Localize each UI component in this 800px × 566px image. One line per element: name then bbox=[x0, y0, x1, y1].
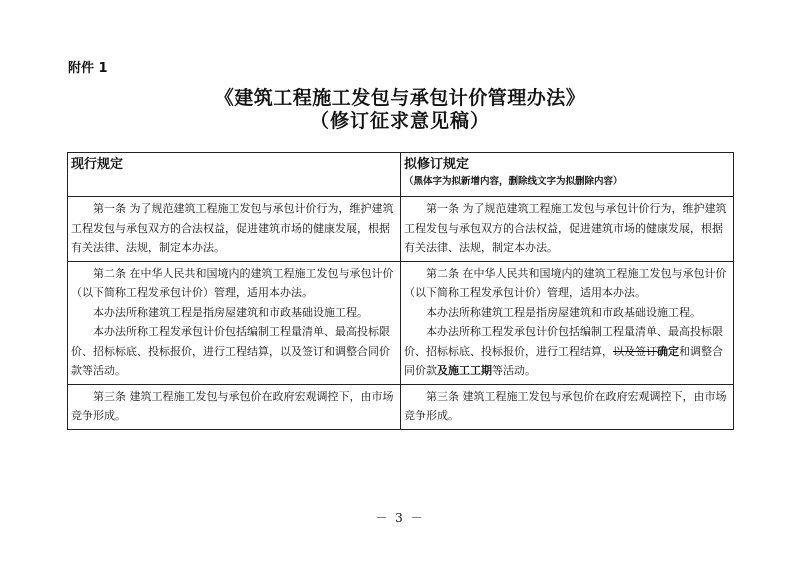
document-subtitle: （修订征求意见稿） bbox=[309, 110, 490, 132]
header-current-rules-label: 现行规定 bbox=[71, 157, 124, 172]
table-row bbox=[68, 197, 734, 262]
proposed-article-1 bbox=[401, 197, 734, 262]
table-row bbox=[68, 384, 734, 429]
paragraph: 第三条 建筑工程施工发包与承包价在政府宏观调控下，由市场竞争形成。 bbox=[71, 389, 394, 422]
paragraph: 第三条 建筑工程施工发包与承包价在政府宏观调控下，由市场竞争形成。 bbox=[404, 389, 727, 422]
document-title: 《建筑工程施工发包与承包计价管理办法》 bbox=[214, 87, 586, 109]
paragraph-with-edits bbox=[404, 322, 730, 381]
table-row bbox=[68, 261, 734, 384]
current-article-3 bbox=[68, 384, 401, 429]
proposed-article-3 bbox=[401, 384, 734, 429]
page-number: － 3 － bbox=[375, 511, 425, 525]
header-current-rules bbox=[68, 153, 401, 197]
current-article-2 bbox=[68, 261, 401, 384]
paragraph: 本办法所称工程发承包计价包括编制工程量清单、最高投标限价、招标标底、投标报价，进行工程结算，以及签订和调整合同价款等活动。 bbox=[71, 325, 390, 377]
paragraph: 本办法所称建筑工程是指房屋建筑和市政基础设施工程。 bbox=[93, 305, 368, 319]
paragraph: 第二条 在中华人民共和国境内的建筑工程施工发包与承包计价（以下简称工程发承包计价）管理，适用本办法。 bbox=[404, 266, 727, 299]
text-segment: 本办法所称工程发承包计价包括编制工程量清单、最高投标限价、招标标底、投标报价，进行工程结算， bbox=[404, 325, 723, 358]
paragraph: 第一条 为了规范建筑工程施工发包与承包计价行为，维护建筑工程发包与承包双方的合法权益，促进建筑市场的健康发展，根据有关法律、法规，制定本办法。 bbox=[404, 202, 727, 254]
text-segment: 和调整合同价款 bbox=[404, 344, 723, 377]
paragraph: 第一条 为了规范建筑工程施工发包与承包计价行为，维护建筑工程发包与承包双方的合法权益，促进建筑市场的健康发展，根据有关法律、法规，制定本办法。 bbox=[71, 202, 394, 254]
added-text: 及施工工期 bbox=[437, 364, 492, 377]
proposed-article-2 bbox=[401, 261, 734, 384]
header-proposed-rules-note: （黑体字为拟新增内容，删除线文字为拟删除内容） bbox=[404, 176, 623, 187]
deleted-text: 以及签订 bbox=[613, 344, 657, 358]
text-segment: 等活动。 bbox=[492, 364, 536, 377]
table-header-row bbox=[68, 153, 734, 197]
comparison-table bbox=[67, 152, 734, 430]
header-proposed-rules bbox=[401, 153, 734, 197]
added-text: 确定 bbox=[657, 344, 679, 358]
header-proposed-rules-label: 拟修订规定 bbox=[404, 157, 470, 172]
paragraph: 本办法所称建筑工程是指房屋建筑和市政基础设施工程。 bbox=[426, 305, 701, 319]
paragraph: 第二条 在中华人民共和国境内的建筑工程施工发包与承包计价（以下简称工程发承包计价）管理，适用本办法。 bbox=[71, 266, 394, 299]
attachment-label: 附件 1 bbox=[68, 61, 108, 76]
current-article-1 bbox=[68, 197, 401, 262]
